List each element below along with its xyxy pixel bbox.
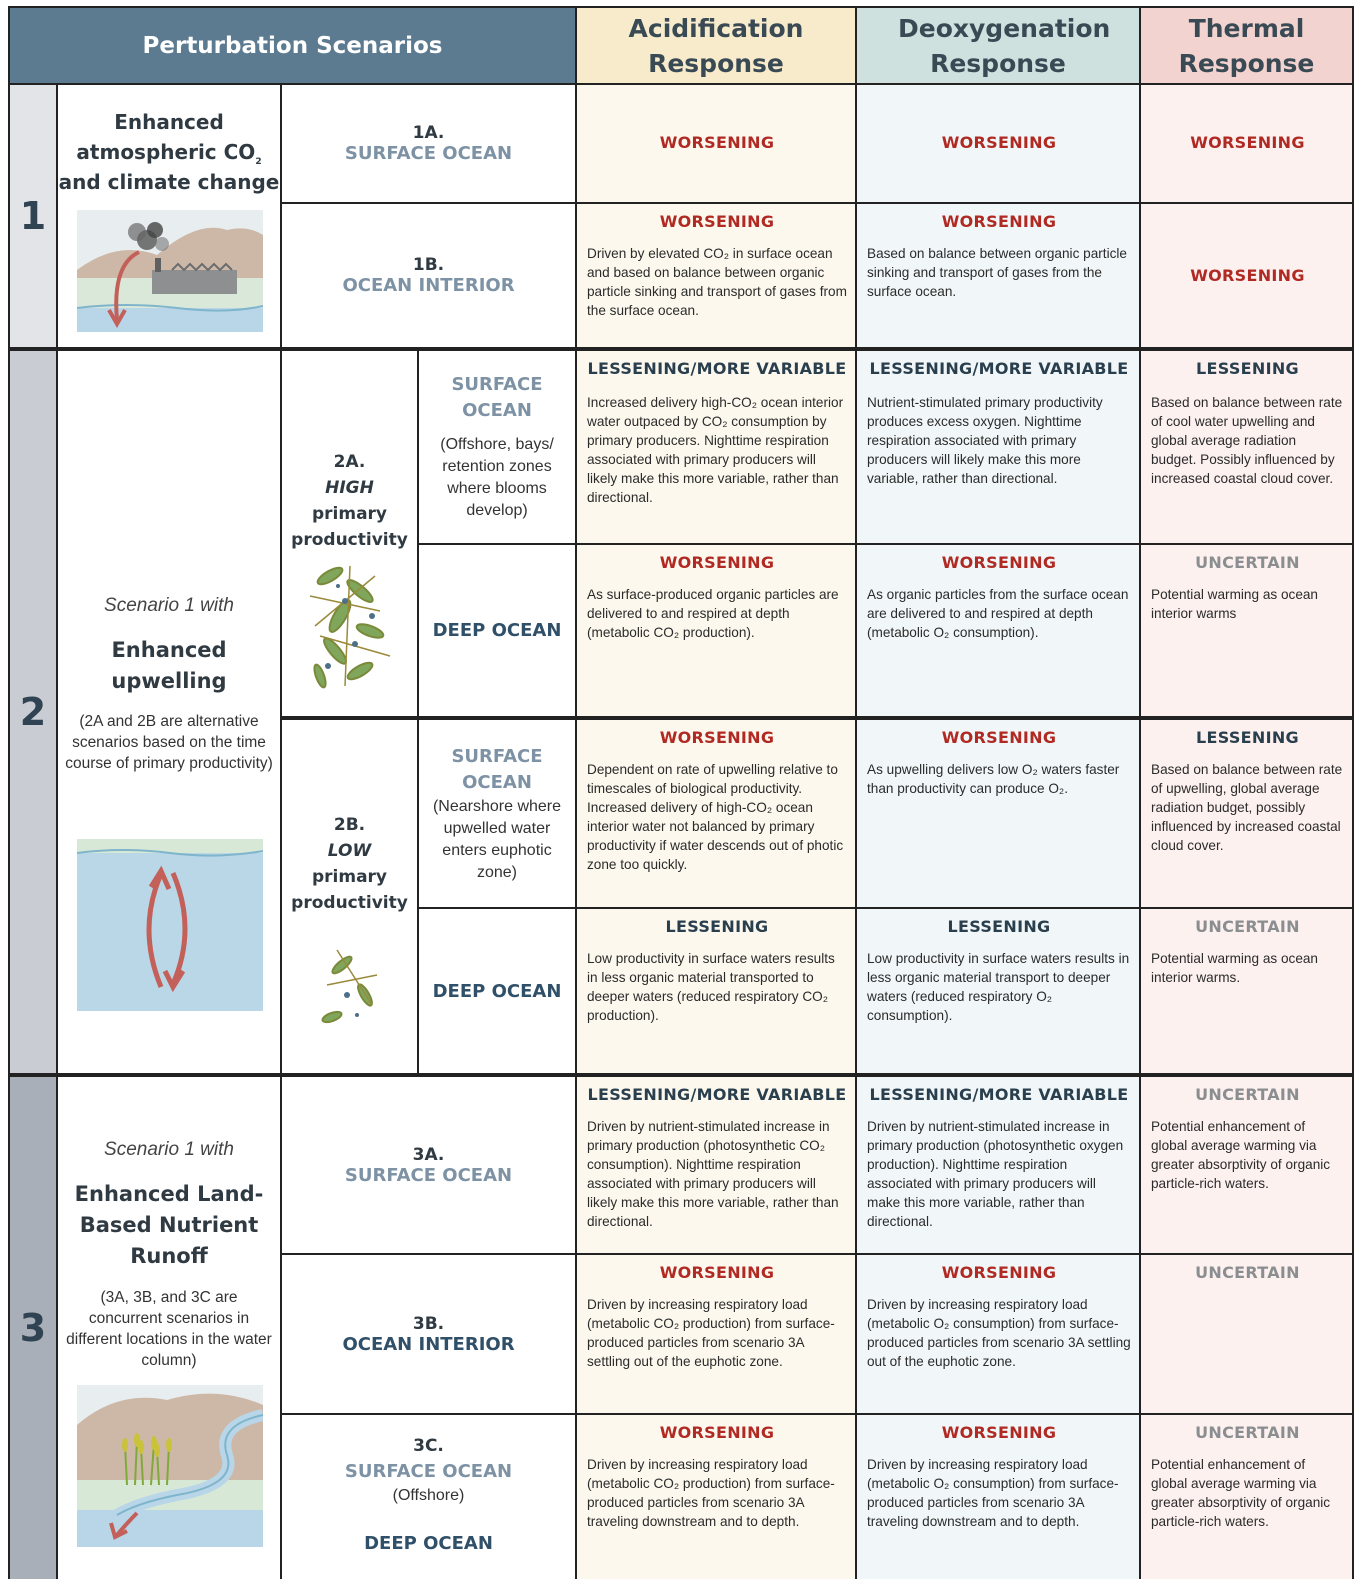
header-acidification	[577, 8, 855, 83]
row-2b-deep-therm-text: Potential warming as ocean interior warms.	[1151, 951, 1318, 985]
scenario-3-title: Enhanced Land-Based Nutrient Runoff	[74, 1182, 264, 1268]
row-3c-location: SURFACE OCEAN	[344, 1461, 513, 1482]
grid-v-therm	[1139, 6, 1141, 1579]
scenario-2-number	[10, 351, 56, 1073]
scenario-3-description	[58, 1077, 280, 1579]
row-2b-label	[282, 720, 417, 1073]
header-acid-title: Acidification Response	[628, 13, 804, 78]
row-2b-surface-note: (Nearshore where upwelled water enters euphotic zone)	[432, 797, 562, 881]
row-1b-deox	[857, 204, 1139, 347]
row-2b-surface-therm-text: Based on balance between rate of upwelling, global average radiation budget, possibly influenced by increased coastal cloud cover.	[1151, 762, 1343, 853]
row-3c-deox-status: WORSENING	[941, 1423, 1057, 1442]
scenario-2-number-text: 2	[19, 690, 47, 734]
grid-row-3b	[282, 1413, 1354, 1415]
row-3a-code: 3A.	[412, 1144, 445, 1165]
grid-row-1a	[282, 202, 1354, 204]
row-2b-surface-acid	[577, 720, 855, 907]
row-2a-surface-therm-status: LESSENING	[1196, 359, 1299, 378]
row-3b-acid	[577, 1255, 855, 1413]
scenario-1-title-text: Enhanced atmospheric CO	[76, 110, 256, 164]
header-deoxygenation	[857, 8, 1139, 83]
row-1b-label	[282, 204, 575, 347]
factory-co2-icon	[77, 210, 263, 332]
scenario-3-note: (3A, 3B, and 3C are concurrent scenarios in different locations in the water column)	[66, 1289, 272, 1369]
grid-v-acid	[575, 6, 577, 1579]
row-2a-deep-therm-text: Potential warming as ocean interior warms	[1151, 587, 1318, 621]
row-3b-deox	[857, 1255, 1139, 1413]
row-2b-deep-acid-status: LESSENING	[665, 917, 769, 936]
row-3c-location-note: (Offshore)	[392, 1487, 465, 1504]
row-3c-deox-text: Driven by increasing respiratory load (metabolic O₂ consumption) from surface-produced particles from scenario 3A traveling downstream and to depth.	[867, 1457, 1119, 1529]
row-2b-label-b: primary productivity	[291, 867, 408, 913]
scenario-1-number-text: 1	[19, 194, 47, 238]
row-2b-surface-therm	[1141, 720, 1352, 907]
row-1a-acid-status: WORSENING	[659, 133, 775, 152]
scenario-1-number	[10, 85, 56, 347]
row-2a-surface-title: SURFACE OCEAN	[451, 374, 543, 421]
row-2b-surface-deox-status: WORSENING	[941, 728, 1057, 747]
row-3a-therm	[1141, 1077, 1352, 1253]
row-1a-deox-status: WORSENING	[941, 133, 1057, 152]
row-3c-heading	[282, 1433, 575, 1506]
row-3b-label	[282, 1255, 575, 1413]
row-3c-acid-status: WORSENING	[659, 1423, 775, 1442]
row-3b-acid-status: WORSENING	[659, 1263, 775, 1282]
row-1a-acid	[577, 85, 855, 202]
scenario-3-intro: Scenario 1 with	[104, 1139, 234, 1160]
grid-top	[8, 6, 1354, 8]
row-2b-surface-title: SURFACE OCEAN	[451, 745, 543, 793]
row-2a-label-a: HIGH	[325, 478, 374, 498]
row-2b-deep-deox-text: Low productivity in surface waters results in less organic material transport to deeper waters (reduced respiratory O₂ consumption).	[867, 951, 1130, 1023]
grid-header-bottom	[8, 83, 1354, 85]
row-3a-therm-status: UNCERTAIN	[1195, 1085, 1300, 1104]
row-2b-deep-label	[419, 909, 575, 1073]
row-1b-deox-status: WORSENING	[941, 212, 1057, 231]
row-2a-surface-deox-status: LESSENING/MORE VARIABLE	[869, 359, 1129, 378]
scenario-1-title	[58, 107, 280, 197]
row-3a-deox	[857, 1077, 1139, 1253]
row-2a-deep-title: DEEP OCEAN	[432, 620, 562, 641]
row-3b-acid-text: Driven by increasing respiratory load (metabolic CO₂ production) from surface-produced particles from scenario 3A settling out of the euphotic zone.	[587, 1297, 835, 1369]
header-therm-title: Thermal Response	[1178, 13, 1315, 78]
header-perturbation-scenarios	[10, 8, 575, 83]
row-1a-code: 1A.	[412, 123, 445, 143]
header-thermal	[1141, 8, 1352, 83]
row-3c-therm-text: Potential enhancement of global average warming via greater absorptivity of organic particle-rich waters.	[1151, 1457, 1331, 1529]
dense-plankton-icon	[300, 556, 400, 696]
row-2b-surface-therm-status: LESSENING	[1196, 728, 1299, 747]
grid-v-num	[56, 85, 58, 1579]
row-1b-therm-status: WORSENING	[1190, 266, 1305, 285]
row-2b-surface-label	[419, 720, 575, 907]
row-2a-deep-label	[419, 545, 575, 716]
sparse-plankton-icon	[317, 945, 387, 1035]
row-3a-acid	[577, 1077, 855, 1253]
row-2a-deep-therm	[1141, 545, 1352, 716]
grid-v-sub	[417, 351, 419, 1073]
row-1a-therm-status: WORSENING	[1190, 133, 1305, 152]
row-3b-deox-status: WORSENING	[941, 1263, 1057, 1282]
scenario-2-title: Enhanced upwelling	[111, 638, 227, 693]
row-3c-therm-status: UNCERTAIN	[1195, 1423, 1300, 1442]
row-2b-deep-acid	[577, 909, 855, 1073]
row-2b-surface-acid-text: Dependent on rate of upwelling relative to timescales of biological productivity. Increased delivery of high-CO₂ ocean interior water not balanced by primary productivity if water descends out of photic zone too quickly.	[587, 762, 844, 872]
row-2a-surface-acid-text: Increased delivery high-CO₂ ocean interior water outpaced by CO₂ consumption by primary producers. Nighttime respiration associated with primary producers will likely make this more variable, rather than directional.	[587, 395, 844, 505]
grid-sep-2-3	[8, 1073, 1354, 1077]
grid-row-3a	[282, 1253, 1354, 1255]
row-1a-location: SURFACE OCEAN	[344, 143, 513, 164]
row-2a-surface-therm-text: Based on balance between rate of cool water upwelling and global average radiation budget. Possibly influenced by increased coastal cloud cover.	[1151, 395, 1343, 486]
row-1a-deox	[857, 85, 1139, 202]
row-3c-deox	[857, 1415, 1139, 1579]
row-1b-acid-text: Driven by elevated CO₂ in surface ocean and based on balance between organic particle sinking and transport of gases from the surface ocean.	[587, 246, 847, 318]
row-2a-deep-deox	[857, 545, 1139, 716]
row-2a-surface-deox-text: Nutrient-stimulated primary productivity produces excess oxygen. Nighttime respiration associated with primary producers will likely make this more variable, rather than directional.	[867, 395, 1103, 486]
row-2a-surface-acid	[577, 351, 855, 543]
row-2a-heading	[282, 449, 417, 553]
row-1b-code: 1B.	[412, 255, 445, 275]
row-2b-deep-deox	[857, 909, 1139, 1073]
scenario-3-number-text: 3	[19, 1306, 47, 1350]
header-scenarios-title: Perturbation Scenarios	[142, 32, 443, 59]
row-2b-surface-acid-status: WORSENING	[659, 728, 775, 747]
row-3b-location: OCEAN INTERIOR	[342, 1333, 515, 1355]
row-2a-surface-label	[419, 351, 575, 543]
row-1b-acid-status: WORSENING	[659, 212, 775, 231]
row-2a-deep-acid-status: WORSENING	[659, 553, 775, 572]
row-2a-surface-deox	[857, 351, 1139, 543]
grid-right	[1352, 6, 1354, 1579]
row-2a-surface-note: (Offshore, bays/ retention zones where blooms develop)	[440, 436, 554, 519]
row-2a-deep-deox-status: WORSENING	[941, 553, 1057, 572]
row-3a-deox-text: Driven by nutrient-stimulated increase in primary production (photosynthetic oxygen production). Nighttime respiration associated with primary producers will make this more variable, rather than directional.	[867, 1119, 1124, 1229]
row-2a-deep-acid	[577, 545, 855, 716]
row-2a-deep-acid-text: As surface-produced organic particles are delivered to and respired at depth (metabolic CO₂ production).	[587, 587, 839, 640]
row-2b-surface-deox	[857, 720, 1139, 907]
row-2b-deep-therm	[1141, 909, 1352, 1073]
grid-v-desc	[280, 85, 282, 1579]
row-3a-acid-text: Driven by nutrient-stimulated increase in primary production (photosynthetic CO₂ consumption). Nighttime respiration associated with primary producers will likely make this more variable, rather than directional.	[587, 1119, 839, 1229]
grid-row-2a	[282, 716, 1354, 720]
grid-sep-1-2	[8, 347, 1354, 351]
row-2b-deep-deox-status: LESSENING	[947, 917, 1051, 936]
row-2a-surface-therm	[1141, 351, 1352, 543]
row-2a-label	[282, 351, 417, 716]
row-3c-acid-text: Driven by increasing respiratory load (metabolic CO₂ production) from surface-produced particles from scenario 3A traveling downstream and to depth.	[587, 1457, 835, 1529]
row-2a-deep-therm-status: UNCERTAIN	[1195, 553, 1300, 572]
scenario-1-title-end: and climate change	[58, 170, 280, 194]
upwelling-icon	[77, 839, 263, 1011]
scenario-2-note: (2A and 2B are alternative scenarios based on the time course of primary productivity)	[65, 713, 273, 772]
row-3a-deox-status: LESSENING/MORE VARIABLE	[869, 1085, 1129, 1104]
scenario-1-description	[58, 85, 280, 347]
row-3b-therm	[1141, 1255, 1352, 1413]
row-2a-deep-deox-text: As organic particles from the surface ocean are delivered to and respired at depth (metabolic O₂ consumption).	[867, 587, 1129, 640]
scenario-3-number	[10, 1077, 56, 1579]
row-2b-heading	[282, 812, 417, 916]
scenario-2-description	[58, 351, 280, 1073]
row-3c-location2: DEEP OCEAN	[364, 1533, 493, 1554]
row-3a-therm-text: Potential enhancement of global average warming via greater absorptivity of organic particle-rich waters.	[1151, 1119, 1331, 1191]
row-2b-deep-acid-text: Low productivity in surface waters results in less organic material transported to deeper waters (reduced respiratory CO₂ production).	[587, 951, 835, 1023]
grid-left	[8, 6, 10, 1579]
scenario-2-intro: Scenario 1 with	[104, 595, 234, 616]
header-deox-title: Deoxygenation Response	[898, 13, 1111, 78]
row-3b-code: 3B.	[412, 1313, 445, 1334]
row-2b-deep-therm-status: UNCERTAIN	[1195, 917, 1300, 936]
row-2b-surface-deox-text: As upwelling delivers low O₂ waters faster than productivity can produce O₂.	[867, 762, 1120, 796]
scenario-1-title-sub: 2	[255, 157, 262, 167]
grid-row-2a-surface	[419, 543, 1354, 545]
row-3b-therm-status: UNCERTAIN	[1195, 1263, 1300, 1282]
row-3a-location: SURFACE OCEAN	[344, 1164, 513, 1186]
row-2a-surface-acid-status: LESSENING/MORE VARIABLE	[587, 359, 847, 378]
row-2b-deep-title: DEEP OCEAN	[432, 980, 562, 1002]
row-3a-label	[282, 1077, 575, 1253]
row-2b-code: 2B.	[333, 815, 366, 835]
row-1a-therm	[1141, 85, 1352, 202]
row-2b-label-a: LOW	[327, 841, 372, 861]
row-3c-label	[282, 1415, 575, 1579]
row-3b-deox-text: Driven by increasing respiratory load (metabolic O₂ consumption) from surface-produced particles from scenario 3A settling out of the euphotic zone.	[867, 1297, 1131, 1369]
row-3c-code: 3C.	[413, 1436, 444, 1456]
row-1b-location: OCEAN INTERIOR	[342, 275, 515, 296]
row-3a-acid-status: LESSENING/MORE VARIABLE	[587, 1085, 847, 1104]
river-runoff-icon	[77, 1385, 263, 1547]
row-1a-label	[282, 85, 575, 202]
row-2a-label-b: primary productivity	[291, 504, 408, 550]
grid-row-2b-surface	[419, 907, 1354, 909]
row-1b-deox-text: Based on balance between organic particle sinking and transport of gases from the surface ocean.	[867, 246, 1127, 299]
row-3c-therm	[1141, 1415, 1352, 1579]
row-1b-therm	[1141, 204, 1352, 347]
row-1b-acid	[577, 204, 855, 347]
row-2a-code: 2A.	[333, 452, 366, 472]
grid-v-deox	[855, 6, 857, 1579]
row-3c-acid	[577, 1415, 855, 1579]
